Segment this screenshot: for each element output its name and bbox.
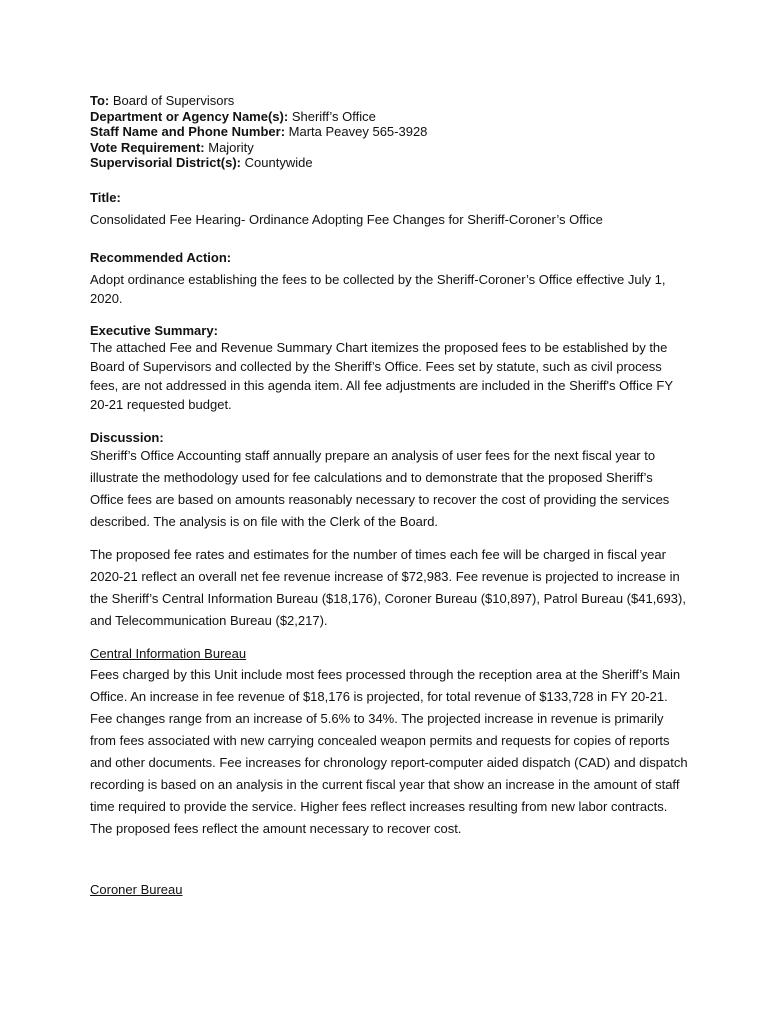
discussion-paragraph-2: The proposed fee rates and estimates for the number of times each fee will be charged in fiscal year 2020-21 reflect an overall net fee revenue increase of $72,983. Fee revenue is projected to increase in the Sheriff’s Central Information Bureau ($18,176), Coroner Bureau ($10,897), Patrol Bureau ($41,693), and Telecommunication Bureau ($2,217).: [90, 547, 686, 628]
to-label: To:: [90, 93, 110, 108]
district-value: Countywide: [244, 155, 313, 170]
coroner-bureau-section: [90, 880, 690, 900]
executive-summary-text: The attached Fee and Revenue Summary Chart itemizes the proposed fees to be established by the Board of Supervisors and collected by the Sheriff’s Office. Fees set by statute, such as civil process fees, are not addressed in this agenda item. All fee adjustments are included in the Sheriff's Office FY 20-21 requested budget.: [90, 340, 673, 412]
department-value: Sheriff’s Office: [291, 108, 376, 124]
executive-summary-heading: Executive Summary:: [90, 323, 218, 338]
coroner-bureau-heading: Coroner Bureau: [90, 882, 183, 897]
discussion-paragraph-1: Sheriff’s Office Accounting staff annually prepare an analysis of user fees for the next fiscal year to illustrate the methodology used for fee calculations and to demonstrate that the proposed Sheriff’s Office fees are based on amounts reasonably necessary to recover the cost of providing the services described. The analysis is on file with the Clerk of the Board.: [90, 448, 670, 529]
title-section: [90, 190, 690, 229]
central-information-bureau-section: [90, 644, 690, 840]
title-text: Consolidated Fee Hearing- Ordinance Adopting Fee Changes for Sheriff-Coroner’s Office: [90, 212, 603, 227]
central-information-bureau-heading: Central Information Bureau: [90, 646, 247, 661]
executive-summary-section: [90, 323, 690, 414]
staff-value: Marta Peavey 565-3928: [288, 124, 428, 139]
staff-label: Staff Name and Phone Number:: [90, 124, 286, 139]
central-information-bureau-text: Fees charged by this Unit include most fees processed through the reception area at the Sheriff’s Main Office. An increase in fee revenue of $18,176 is projected, for total revenue of $133,728 in FY 20-21. Fee changes range from an increase of 5.6% to 34%. The projected increase in revenue is primarily from fees associated with new carrying concealed weapon permits and requests for copies of reports and other documents. Fee increases for chronology report-computer aided dispatch (CAD) and dispatch recording is based on an analysis in the current fiscal year that show an increase in the amount of staff time required to provide the service. Higher fees reflect increases resulting from new labor contracts. The proposed fees reflect the amount necessary to recover cost.: [90, 667, 688, 836]
to-value: Board of Supervisors: [112, 93, 235, 108]
department-line: [90, 109, 690, 125]
vote-line: [90, 140, 690, 156]
recommended-action-text: Adopt ordinance establishing the fees to be collected by the Sheriff-Coroner’s Office effective July 1, 2020.: [90, 272, 666, 306]
recommended-action-heading: Recommended Action:: [90, 250, 232, 265]
discussion-heading: Discussion:: [90, 430, 164, 445]
district-label: Supervisorial District(s):: [90, 155, 241, 170]
recommended-action-section: [90, 250, 690, 308]
vote-value: Majority: [208, 139, 254, 155]
discussion-section: [90, 430, 690, 533]
department-label: Department or Agency Name(s):: [90, 108, 289, 124]
to-line: [90, 93, 690, 109]
memo-header: [90, 93, 690, 171]
title-heading: Title:: [90, 190, 121, 205]
district-line: [90, 155, 690, 171]
vote-label: Vote Requirement:: [90, 139, 205, 155]
staff-line: [90, 124, 690, 140]
